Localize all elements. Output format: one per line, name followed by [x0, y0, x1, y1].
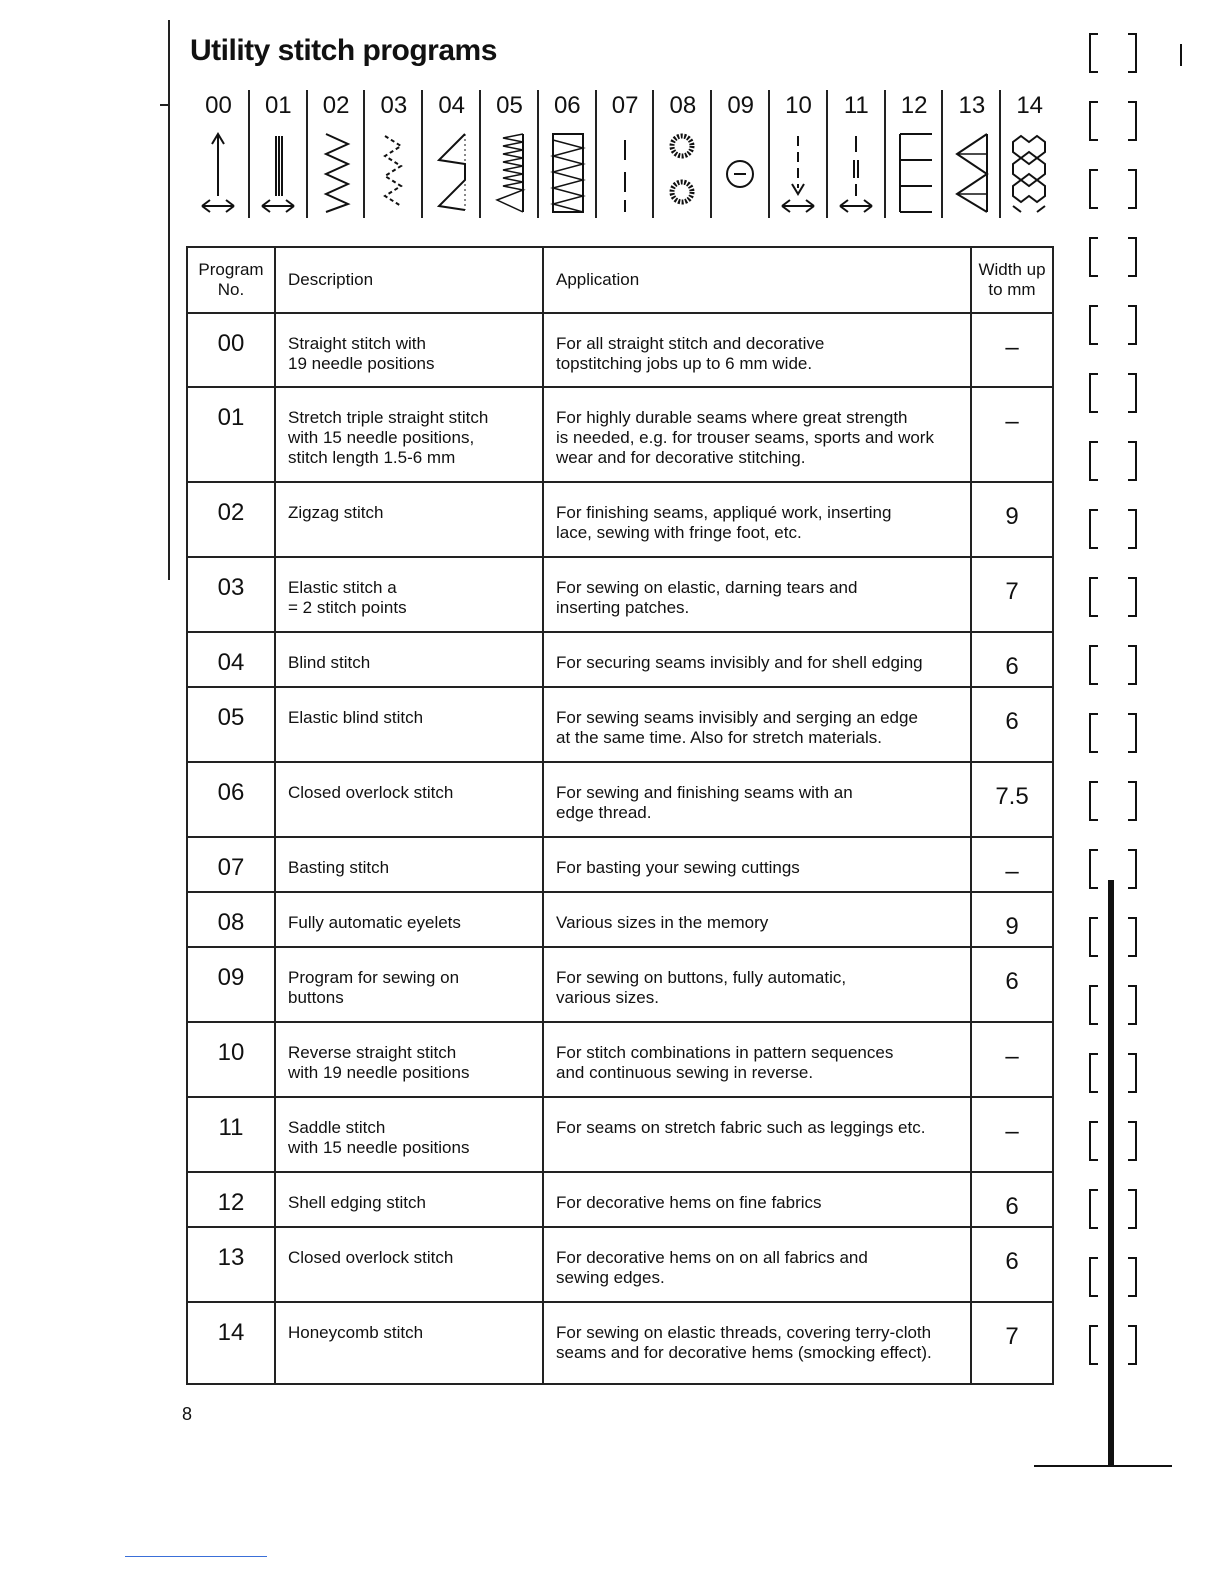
table-row: [187, 947, 1053, 1022]
program-number: 09: [187, 947, 275, 1022]
stitch-number: 10: [785, 92, 812, 119]
stitch-number: 01: [264, 92, 292, 119]
table-row: [187, 482, 1053, 557]
header-program-line2: No.: [217, 280, 245, 299]
header-width: [971, 247, 1053, 313]
stitch-number: 13: [958, 92, 986, 119]
stitch-number: 00: [205, 92, 232, 119]
program-width: 7: [971, 557, 1053, 632]
program-application: For securing seams invisibly and for shell edging: [543, 632, 971, 687]
program-application: Various sizes in the memory: [543, 892, 971, 947]
program-application: For finishing seams, appliqué work, inserting lace, sewing with fringe foot, etc.: [543, 482, 971, 557]
program-width: –: [971, 387, 1053, 482]
program-number: 13: [187, 1227, 275, 1302]
program-number: 07: [187, 837, 275, 892]
program-width: 6: [971, 1227, 1053, 1302]
program-width: –: [971, 837, 1053, 892]
program-width: 6: [971, 1172, 1053, 1227]
table-header-row: [187, 247, 1053, 313]
program-width: 7.5: [971, 762, 1053, 837]
stitch-number: 06: [553, 92, 581, 119]
index-tab-bracket-icon: [1084, 642, 1142, 688]
program-application: For sewing on buttons, fully automatic, various sizes.: [543, 947, 971, 1022]
header-description: Description: [275, 247, 543, 313]
program-number: 05: [187, 687, 275, 762]
table-row: [187, 313, 1053, 387]
program-width: 6: [971, 947, 1053, 1022]
stitch-column: [421, 90, 480, 218]
program-application: For basting your sewing cuttings: [543, 837, 971, 892]
stitch-number: 11: [843, 92, 869, 119]
elastic-stitch-icon: [371, 130, 416, 214]
index-tab-bracket-icon: [1084, 778, 1142, 824]
program-description: Basting stitch: [275, 837, 543, 892]
stitch-number: 03: [380, 92, 408, 119]
program-description: Elastic blind stitch: [275, 687, 543, 762]
table-row: [187, 687, 1053, 762]
program-description: Zigzag stitch: [275, 482, 543, 557]
header-application: Application: [543, 247, 971, 313]
program-description: Straight stitch with 19 needle positions: [275, 313, 543, 387]
program-description: Reverse straight stitch with 19 needle positions: [275, 1022, 543, 1097]
header-program-line1: Program: [198, 260, 264, 279]
stitch-column: [537, 90, 596, 218]
program-application: For sewing seams invisibly and serging an edge at the same time. Also for stretch materials.: [543, 687, 971, 762]
stitch-column: [479, 90, 538, 218]
index-tab-bracket-icon: [1084, 234, 1142, 280]
program-number: 08: [187, 892, 275, 947]
table-row: [187, 1022, 1053, 1097]
stitch-number: 12: [900, 92, 928, 119]
program-width: 9: [971, 892, 1053, 947]
saddle-stitch-icon: [834, 130, 879, 214]
program-number: 01: [187, 387, 275, 482]
index-tab-bracket-icon: [1084, 98, 1142, 144]
page-title: Utility stitch programs: [190, 34, 497, 67]
header-width-line2: to mm: [988, 280, 1036, 299]
program-description: Saddle stitch with 15 needle positions: [275, 1097, 543, 1172]
stitch-number: 05: [496, 92, 523, 119]
program-application: For highly durable seams where great strength is needed, e.g. for trouser seams, sports and work wear and for decorative stitching.: [543, 387, 971, 482]
stitch-number: 09: [727, 92, 755, 119]
program-number: 12: [187, 1172, 275, 1227]
stitch-column: [826, 90, 885, 218]
index-tab-bracket-icon: [1084, 370, 1142, 416]
program-number: 03: [187, 557, 275, 632]
straight-stitch-icon: [196, 130, 241, 214]
thumb-edge-mark: [1180, 44, 1182, 66]
program-application: For all straight stitch and decorative topstitching jobs up to 6 mm wide.: [543, 313, 971, 387]
program-description: Honeycomb stitch: [275, 1302, 543, 1384]
table-row: [187, 1302, 1053, 1384]
stitch-column: [306, 90, 365, 218]
table-row: [187, 632, 1053, 687]
program-table: [186, 246, 1054, 1385]
program-width: 9: [971, 482, 1053, 557]
program-application: For sewing on elastic threads, covering terry-cloth seams and for decorative hems (smocking effect).: [543, 1302, 971, 1384]
program-width: –: [971, 1097, 1053, 1172]
program-application: For seams on stretch fabric such as leggings etc.: [543, 1097, 971, 1172]
stitch-column: [363, 90, 422, 218]
overlock-triangle-icon: [949, 130, 994, 214]
table-row: [187, 1097, 1053, 1172]
program-description: Program for sewing on buttons: [275, 947, 543, 1022]
stitch-number: 02: [322, 92, 350, 119]
stitch-number: 08: [669, 92, 697, 119]
zigzag-stitch-icon: [314, 130, 359, 214]
program-description: Stretch triple straight stitch with 15 needle positions, stitch length 1.5-6 mm: [275, 387, 543, 482]
stitch-column: [941, 90, 1000, 218]
elastic-blind-stitch-icon: [487, 130, 532, 214]
table-row: [187, 1227, 1053, 1302]
table-row: [187, 387, 1053, 482]
program-width: 6: [971, 687, 1053, 762]
stitch-number: 04: [438, 92, 466, 119]
program-description: Fully automatic eyelets: [275, 892, 543, 947]
closed-overlock-icon: [545, 130, 590, 214]
table-row: [187, 892, 1053, 947]
program-description: Elastic stitch a = 2 stitch points: [275, 557, 543, 632]
program-width: –: [971, 313, 1053, 387]
program-application: For sewing and finishing seams with an edge thread.: [543, 762, 971, 837]
program-number: 11: [187, 1097, 275, 1172]
stitch-column: [190, 90, 247, 218]
program-number: 02: [187, 482, 275, 557]
thumb-index-spine: [1108, 880, 1114, 1465]
stitch-column: [652, 90, 711, 218]
index-tab-bracket-icon: [1084, 710, 1142, 756]
program-description: Shell edging stitch: [275, 1172, 543, 1227]
program-number: 04: [187, 632, 275, 687]
program-number: 00: [187, 313, 275, 387]
header-width-line1: Width up: [978, 260, 1046, 279]
shell-edging-icon: [892, 130, 937, 214]
program-description: Closed overlock stitch: [275, 1227, 543, 1302]
stitch-column: [710, 90, 769, 218]
program-width: 6: [971, 632, 1053, 687]
binding-tick: [160, 104, 170, 106]
stitch-number: 07: [611, 92, 639, 119]
triple-straight-stitch-icon: [256, 130, 301, 214]
program-description: Blind stitch: [275, 632, 543, 687]
program-width: –: [971, 1022, 1053, 1097]
program-number: 10: [187, 1022, 275, 1097]
index-tab-bracket-icon: [1084, 166, 1142, 212]
blind-stitch-icon: [429, 130, 474, 214]
stitch-column: [999, 90, 1058, 218]
program-description: Closed overlock stitch: [275, 762, 543, 837]
table-row: [187, 762, 1053, 837]
program-number: 14: [187, 1302, 275, 1384]
index-tab-bracket-icon: [1084, 30, 1142, 76]
program-width: 7: [971, 1302, 1053, 1384]
eyelet-icon: [660, 130, 705, 214]
program-application: For decorative hems on on all fabrics and sewing edges.: [543, 1227, 971, 1302]
thumb-index-base: [1034, 1465, 1172, 1467]
stitch-column: [248, 90, 307, 218]
program-application: For decorative hems on fine fabrics: [543, 1172, 971, 1227]
button-sewing-icon: [718, 130, 763, 214]
reverse-straight-icon: [776, 130, 821, 214]
page-number: 8: [182, 1404, 193, 1424]
program-application: For sewing on elastic, darning tears and inserting patches.: [543, 557, 971, 632]
stitch-column: [595, 90, 654, 218]
index-tab-bracket-icon: [1084, 438, 1142, 484]
basting-stitch-icon: [603, 130, 648, 214]
honeycomb-stitch-icon: [1007, 130, 1052, 214]
index-tab-bracket-icon: [1084, 574, 1142, 620]
table-row: [187, 1172, 1053, 1227]
program-application: For stitch combinations in pattern sequences and continuous sewing in reverse.: [543, 1022, 971, 1097]
table-row: [187, 837, 1053, 892]
index-tab-bracket-icon: [1084, 506, 1142, 552]
footer-rule: [125, 1556, 267, 1557]
table-row: [187, 557, 1053, 632]
index-tab-bracket-icon: [1084, 302, 1142, 348]
stitch-column: [884, 90, 943, 218]
stitch-column: [768, 90, 827, 218]
index-tabs: [1078, 30, 1178, 1480]
stitch-number: 14: [1016, 92, 1044, 119]
program-number: 06: [187, 762, 275, 837]
header-program-no: [187, 247, 275, 313]
